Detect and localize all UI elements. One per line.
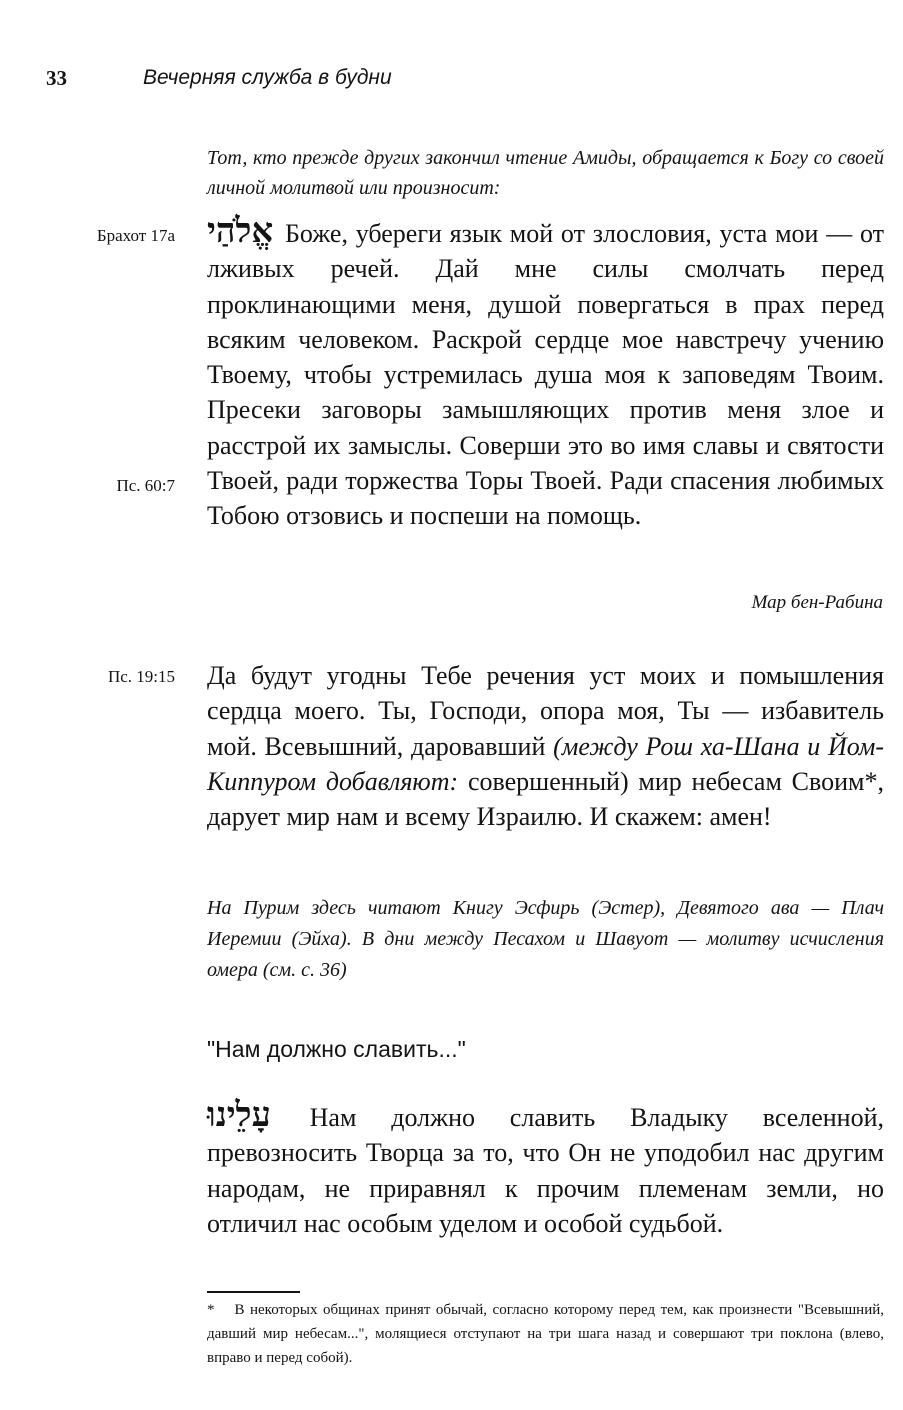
hebrew-word-elohai: אֱלֹהַי (207, 213, 274, 250)
attribution: Мар бен-Рабина (751, 592, 883, 613)
footnote-divider (207, 1291, 300, 1293)
page-header (46, 66, 392, 91)
hebrew-word-aleinu: עָלֵינוּ (207, 1097, 271, 1134)
running-title: Вечерняя служба в будни (143, 66, 392, 89)
prayer-elohai-text: Боже, убереги язык мой от злословия, уста мои — от лживых речей. Дай мне силы смолчать перед проклинающими меня, душой повергаться в прах перед всяким человеком. Раскрой сердце мое навстречу учению Твоему, чтобы устремилась душа моя к заповедям Твоим. Пресеки заговоры замышляющих против меня злое и расстрой их замыслы. (207, 219, 884, 460)
prayer-yihyu-part1: Да будут угодны Тебе речения уст моих и помышления сердца моего. Ты, Господи, опора моя, Ты — избавитель мой. Всевышний, даровавший (207, 661, 884, 761)
footnote-marker: * (207, 1302, 215, 1318)
footnote-text: В некоторых общинах принят обычай, согласно которому перед тем, как произнести "Всевышний, давший мир небесам...", молящиеся отступают на три шага назад и совершают три поклона (влево, вправо и перед собой). (207, 1302, 884, 1366)
margin-ref-berakhot: Брахот 17а (96, 226, 175, 245)
prayer-elohai-text2: Соверши это во имя славы и святости Твоей, ради торжества Торы Твоей. Ради спасения любимых Тобою отзовись и поспеши на помощь. (207, 430, 885, 531)
prayer-yihyu-part2: совершенный) мир небесам Своим*, дарует мир нам и всему Израилю. И скажем: амен! (207, 766, 884, 832)
prayer-aleinu (207, 1098, 884, 1241)
reading-note: На Пурим здесь читают Книгу Эсфирь (Эстер), Девятого ава — Плач Иеремии (Эйха). В дни между Песахом и Шавуот — молитву исчисления омера (см. с. 36) (207, 897, 884, 981)
prayer-yihyu (207, 658, 884, 834)
prayer-elohai (207, 214, 884, 534)
prayer-aleinu-text: Нам должно славить Владыку вселенной, превозносить Творца за то, что Он не уподобил нас другим народам, не приравнял к прочим племенам земли, но отличил нас особым уделом и особой судьбой. (207, 1103, 884, 1238)
section-subheading: "Нам должно славить..." (207, 1036, 466, 1062)
margin-ref-psalm-60: Пс. 60:7 (116, 476, 175, 495)
footnote (207, 1298, 884, 1370)
page-number: 33 (46, 66, 67, 90)
margin-ref-psalm-19: Пс. 19:15 (107, 667, 175, 686)
intro-instruction: Тот, кто прежде других закончил чтение Амиды, обращается к Богу со своей личной молитвой или произносит: (207, 147, 884, 199)
prayer-yihyu-italic: (между Рош ха-Шана и Йом-Киппуром добавляют: (207, 731, 885, 796)
